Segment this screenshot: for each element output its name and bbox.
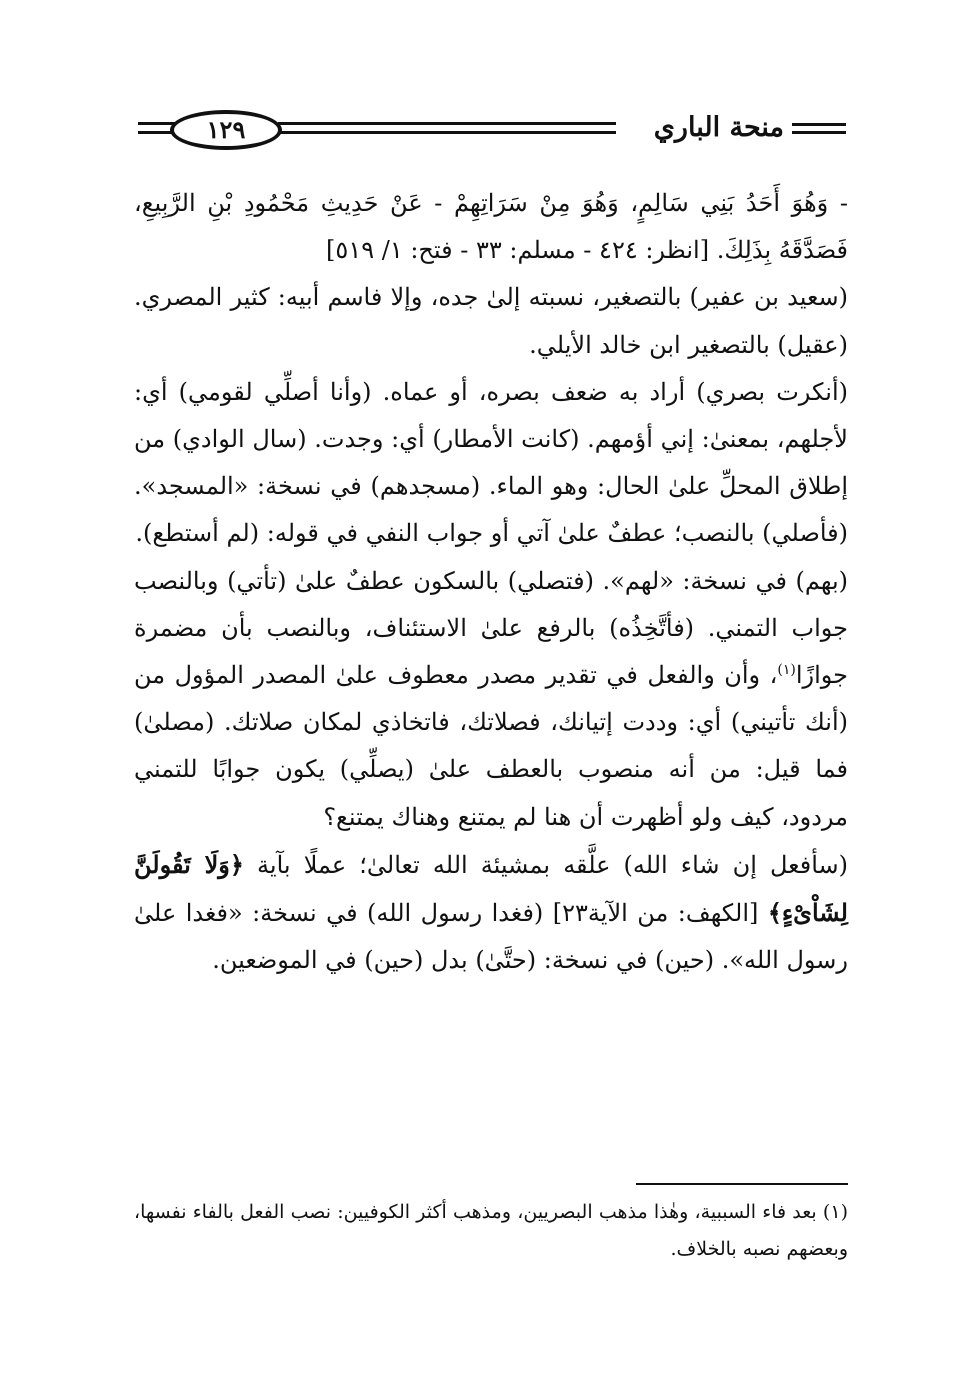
page-number: ١٢٩ — [206, 115, 246, 144]
header-rule-right-top — [792, 123, 846, 126]
footnote-marker[interactable]: (١) — [777, 662, 796, 679]
page-number-oval — [170, 110, 282, 150]
hadith-reference: [انظر: ٤٢٤ - مسلم: ٣٣ - فتح: ١/ ٥١٩] — [326, 236, 717, 265]
paragraph-commentary-1: (سعيد بن عفير) بالتصغير، نسبته إلىٰ جده، وإلا فاسم أبيه: كثير المصري. (عقيل) بالتصغير ابن خالد الأيلي. — [134, 283, 848, 359]
header-rule-middle-top — [278, 122, 616, 125]
paragraph-commentary-4 — [134, 841, 848, 985]
paragraph-commentary-3 — [134, 558, 848, 841]
commentary-4-part-a: (سأفعل إن شاء الله) علَّقه بمشيئة الله تعالىٰ؛ عملًا بآية — [243, 850, 848, 879]
header-rule-middle-bottom — [278, 131, 616, 134]
footnote-1: (١) بعد فاء السببية، وهٰذا مذهب البصريين، ومذهب أكثر الكوفيين: نصب الفعل بالفاء نفسها، وبعضهم نصبه بالخلاف. — [134, 1201, 848, 1260]
commentary-3-part-a: (بهم) في نسخة: «لهم». (فتصلي) بالسكون عطفٌ علىٰ (تأتي) وبالنصب جواب التمني. (فأتَّخِذُه) بالرفع علىٰ الاستئناف، وبالنصب بأن مضمرة جوازًا — [134, 566, 848, 690]
commentary-4-part-b: [الكهف: من الآية٢٣] (فغدا رسول الله) في نسخة: «فغدا علىٰ رسول الله». (حين) في نسخة: (حتَّىٰ) بدل (حين) في الموضعين. — [134, 899, 848, 975]
paragraph-commentary-2: (أنكرت بصري) أراد به ضعف بصره، أو عماه. (وأنا أصلِّي لقومي) أي: لأجلهم، بمعنىٰ: إني أؤمهم. (كانت الأمطار) أي: وجدت. (سال الوادي) من إطلاق المحلِّ علىٰ الحال: وهو الماء. (مسجدهم) في نسخة: «المسجد». (فأصلي) بالنصب؛ عطفٌ علىٰ آتي أو جواب النفي في قوله: (لم أستطع). — [134, 377, 848, 548]
running-title: منحة الباري — [653, 112, 784, 143]
paragraph-hadith-end — [134, 180, 848, 274]
quran-verse: ﴿وَلَا تَقُولَنَّ لِشَاْىْءٍ﴾ — [134, 849, 848, 928]
hadith-text: - وَهُوَ أَحَدُ بَنِي سَالِمٍ، وَهُوَ مِنْ سَرَاتِهِمْ - عَنْ حَدِيثِ مَحْمُودِ بْنِ الرَّبِيعِ، فَصَدَّقَهُ بِذَلِكَ. — [134, 189, 848, 265]
header-rule-right-bottom — [792, 131, 846, 134]
footnotes — [134, 1194, 848, 1268]
body-text — [134, 180, 848, 984]
footnote-separator — [636, 1183, 848, 1185]
page-header — [138, 104, 846, 158]
commentary-3-part-b: ، وأن والفعل في تقدير مصدر معطوف علىٰ المصدر المؤول من (أنك تأتيني) أي: وددت إتيانك، فصلاتك، فاتخاذي لمكان صلاتك. (مصلىٰ) فما قيل: من أنه منصوب بالعطف علىٰ (يصلِّي) يكون جوابًا للتمني مردود، كيف ولو أظهرت أن هنا لم يمتنع وهناك يمتنع؟ — [134, 661, 848, 831]
